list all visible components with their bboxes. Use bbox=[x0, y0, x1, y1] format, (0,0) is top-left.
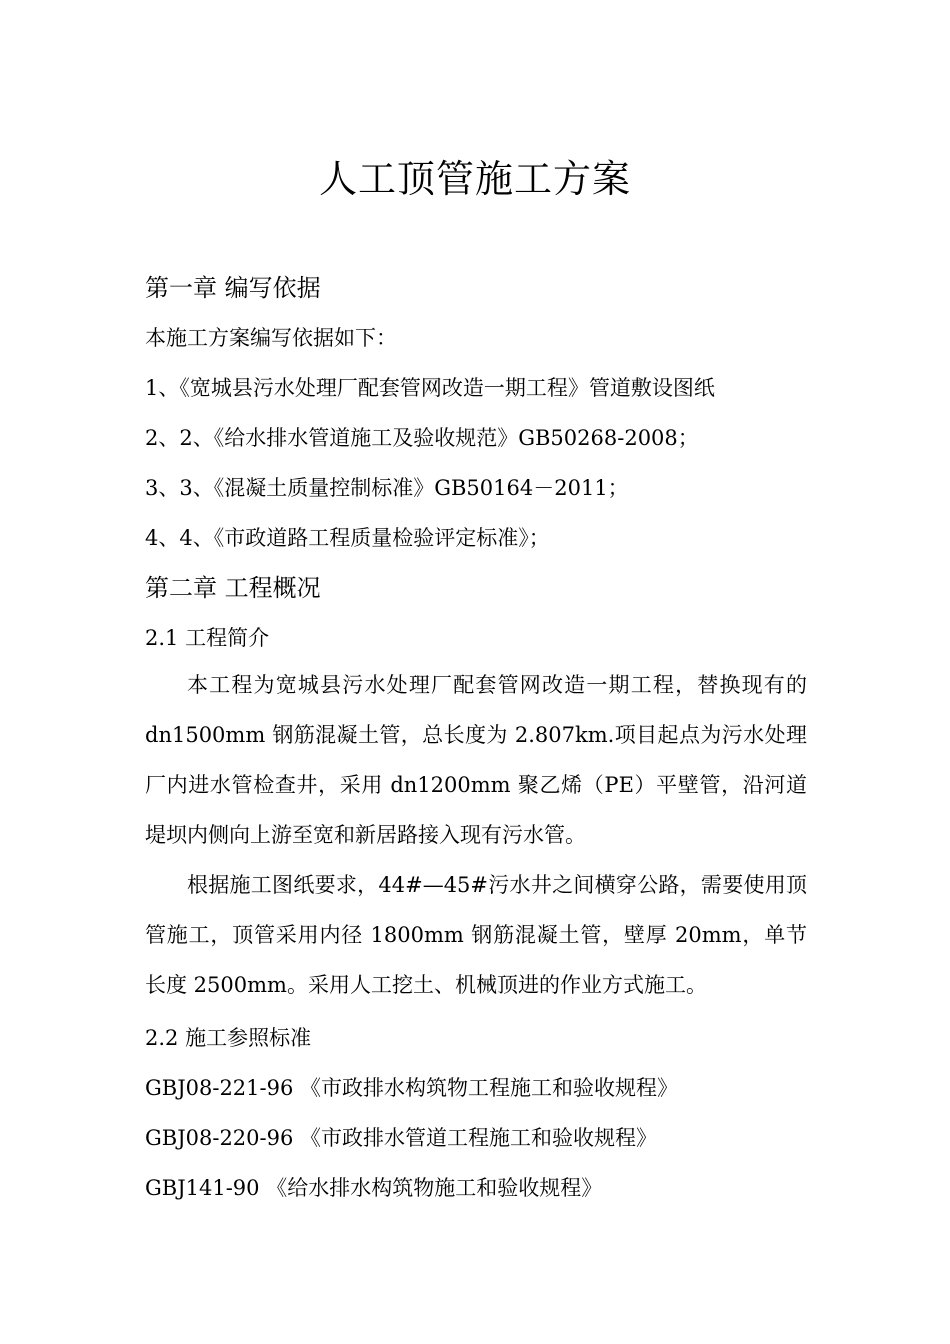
pipe-jacking-paragraph: 根据施工图纸要求，44#—45#污水井之间横穿公路，需要使用顶管施工，顶管采用内径 1800mm 钢筋混凝土管，壁厚 20mm，单节长度 2500mm。采用人工挖土、机械顶进的作业方式施工。 bbox=[145, 873, 807, 997]
basis-item-4: 4、4、《市政道路工程质量检验评定标准》； bbox=[145, 526, 550, 550]
standard-item-3: GBJ141-90 《给水排水构筑物施工和验收规程》 bbox=[145, 1176, 603, 1200]
basis-item-3: 3、3、《混凝土质量控制标准》GB50164－2011； bbox=[145, 476, 629, 500]
basis-item-2: 2、2、《给水排水管道施工及验收规范》GB50268-2008； bbox=[145, 426, 699, 450]
chapter2-heading: 第二章 工程概况 bbox=[145, 574, 321, 602]
standard-item-2: GBJ08-220-96 《市政排水管道工程施工和验收规程》 bbox=[145, 1126, 658, 1150]
section-2-2-heading: 2.2 施工参照标准 bbox=[145, 1026, 312, 1050]
document-title: 人工顶管施工方案 bbox=[318, 157, 631, 201]
basis-item-1: 1、《宽城县污水处理厂配套管网改造一期工程》管道敷设图纸 bbox=[145, 376, 715, 400]
section-2-1-heading: 2.1 工程简介 bbox=[145, 626, 270, 650]
chapter1-heading: 第一章 编写依据 bbox=[145, 274, 321, 302]
standard-item-1: GBJ08-221-96 《市政排水构筑物工程施工和验收规程》 bbox=[145, 1076, 679, 1100]
project-intro-paragraph: 本工程为宽城县污水处理厂配套管网改造一期工程，替换现有的dn1500mm 钢筋混凝土管，总长度为 2.807km.项目起点为污水处理厂内进水管检查井，采用 dn1200mm 聚乙烯（PE）平壁管，沿河道堤坝内侧向上游至宽和新居路接入现有污水管。 bbox=[145, 673, 807, 847]
chapter1-intro: 本施工方案编写依据如下： bbox=[145, 326, 397, 350]
